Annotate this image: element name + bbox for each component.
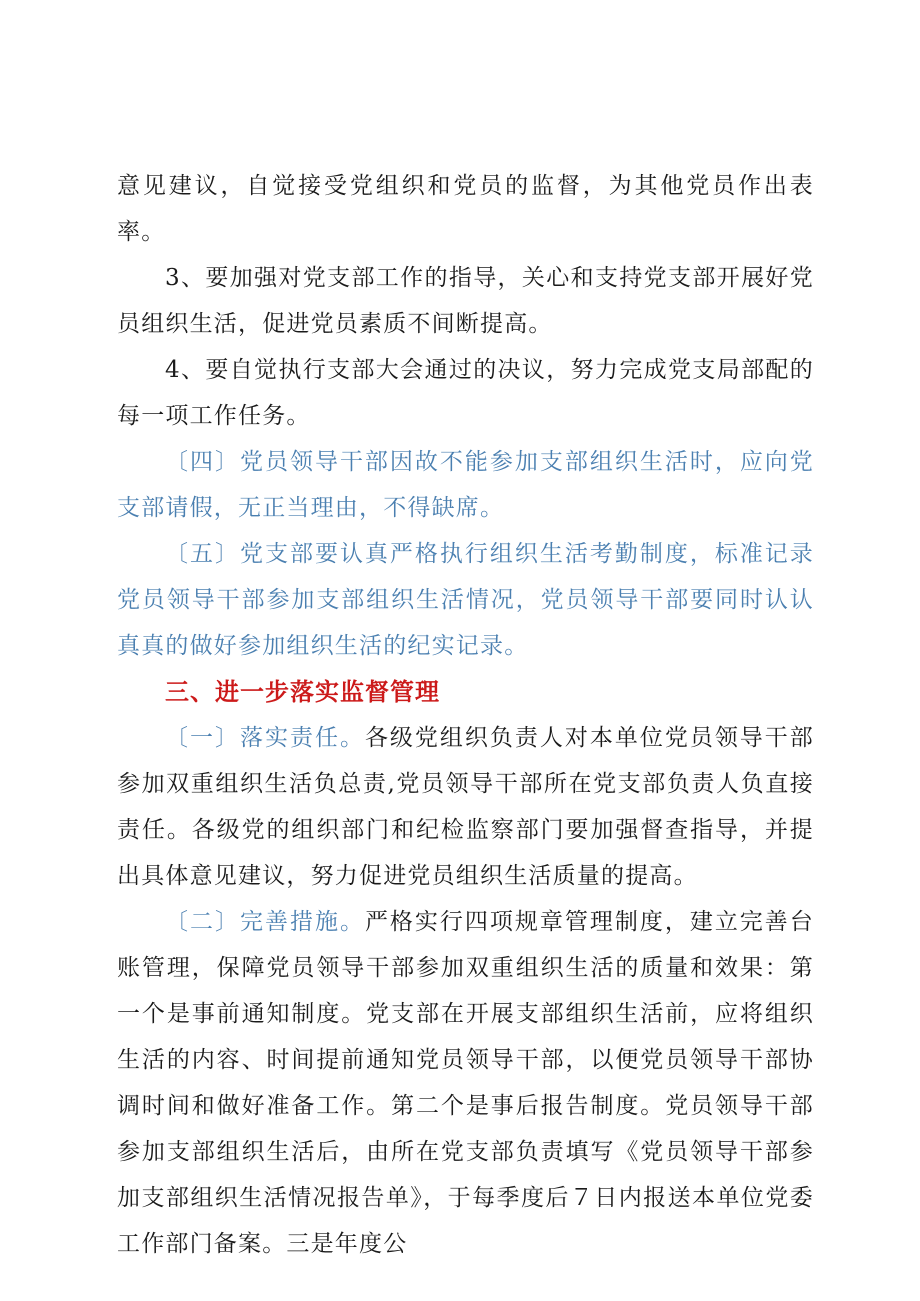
section-heading-3: 三、进一步落实监督管理 [165, 678, 440, 706]
paragraph-responsibility [117, 715, 814, 899]
paragraph-section-4: 〔四〕党员领导干部因故不能参加支部组织生活时，应向党支部请假，无正当理由，不得缺席。 [117, 449, 814, 521]
paragraph-section-5: 〔五〕党支部要认真严格执行组织生活考勤制度，标准记录党员领导干部参加支部组织生活情况，党员领导干部要同时认认真真的做好参加组织生活的纪实记录。 [117, 541, 814, 659]
paragraph-lead-responsibility: 〔一〕落实责任。 [165, 725, 365, 751]
paragraph-continuation: 意见建议，自觉接受党组织和党员的监督，为其他党员作出表率。 [117, 173, 814, 245]
paragraph-body-measures: 严格实行四项规章管理制度，建立完善台账管理，保障党员领导干部参加双重组织生活的质量和效果：第一个是事前通知制度。党支部在开展支部组织生活前，应将组织生活的内容、时间提前通知党员领导干部，以便党员领导干部协调时间和做好准备工作。第二个是事后报告制度。党员领导干部参加支部组织生活后，由所在党支部负责填写《党员领导干部参加支部组织生活情况报告单》，于每季度后７日内报送本单位党委工作部门备案。三是年度公 [117, 909, 814, 1257]
paragraph-item-4: 4、要自觉执行支部大会通过的决议，努力完成党支局部配的每一项工作任务。 [117, 357, 814, 429]
paragraph-body-responsibility: 各级党组织负责人对本单位党员领导干部参加双重组织生活负总责,党员领导干部所在党支部负责人负直接责任。各级党的组织部门和纪检监察部门要加强督查指导，并提出具体意见建议，努力促进党员组织生活质量的提高。 [117, 725, 814, 889]
paragraph-item-3: 3、要加强对党支部工作的指导，关心和支持党支部开展好党员组织生活，促进党员素质不间断提高。 [117, 265, 814, 337]
paragraph-lead-measures: 〔二〕完善措施。 [165, 909, 365, 935]
document-body [117, 163, 814, 1267]
paragraph-measures [117, 899, 814, 1267]
